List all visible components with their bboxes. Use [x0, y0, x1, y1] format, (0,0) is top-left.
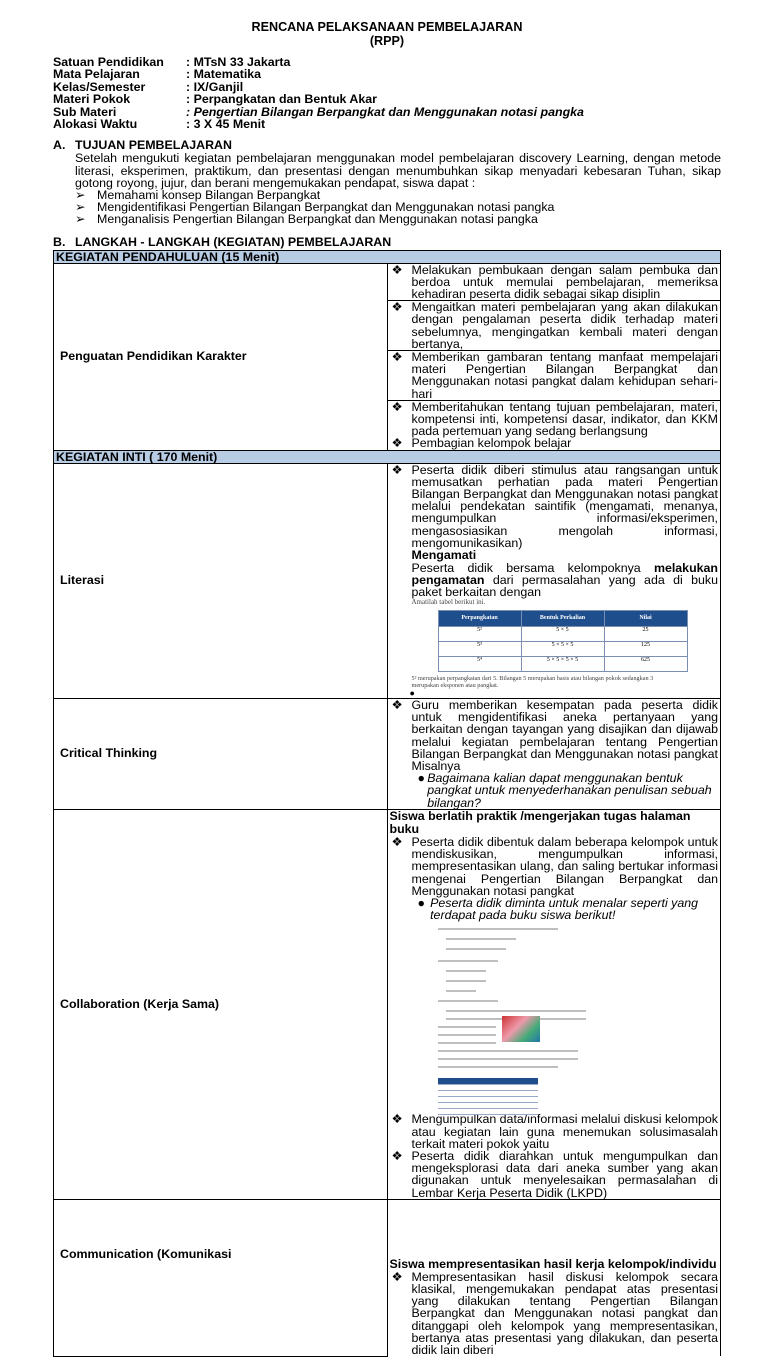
list-item: ❖ Guru memberikan kesempatan pada peserta didik untuk mengidentifikasi aneka pertanyaan yang berkaitan dengan tayangan yang disajikan dan dijawab melalui kegiatan pembelajaran tentang Pengertian Bilangan Berpangkat dan Menggunakan notasi pangkat Misalnya — [391, 698, 718, 774]
label-collaboration: Collaboration (Kerja Sama) — [54, 809, 388, 1199]
figure-note: 5² merupakan perpangkatan dari 5. Bilangan 5 merupakan basis atau bilangan pokok sedangkan 3 merupakan eksponen atau pangkat. — [411, 675, 654, 690]
objective-list — [75, 189, 721, 226]
label-communication: Communication (Komunikasi — [54, 1199, 388, 1356]
dot-bullet-icon: ● — [417, 895, 425, 910]
list-item: ❖ Mengaitkan materi pembelajaran yang akan dilakukan dengan pengalaman peserta didik terhadap materi sebelumnya, mengingatkan kembali materi dengan bertanya, — [391, 300, 718, 351]
diamond-bullet-icon: ❖ — [391, 1148, 403, 1163]
list-item: ❖ Memberitahukan tentang tujuan pembelajaran, materi, kompetensi inti, kompetensi dasar, indikator, dan KKM pada pertemuan yang sedang berlangsung — [391, 399, 718, 439]
diamond-bullet-icon: ❖ — [391, 262, 403, 277]
diamond-bullet-icon: ❖ — [391, 834, 403, 849]
table-row: 5⁴ 5 × 5 × 5 × 5 625 — [438, 657, 687, 672]
identity-key: Kelas/Semester — [53, 79, 146, 94]
identity-value: : IX/Ganjil — [186, 79, 244, 94]
identity-key: Satuan Pendidikan — [53, 55, 164, 69]
list-item: ● Peserta didik diminta untuk menalar seperti yang terdapat pada buku siswa berikut! — [412, 897, 719, 921]
identity-value: : Matematika — [186, 67, 262, 82]
list-item: ❖ Mengumpulkan data/informasi melalui diskusi kelompok atau kegiatan lain guna menemukan solusimasalah terkait materi pokok yaitu — [391, 1112, 718, 1151]
objective-item: ➢ Menganalisis Pengertian Bilangan Berpangkat dan Menggunakan notasi pangka — [75, 212, 538, 227]
doc-title-line2: (RPP) — [369, 34, 405, 48]
diamond-bullet-icon: ❖ — [391, 350, 403, 365]
diamond-bullet-icon: ❖ — [391, 436, 403, 451]
identity-row — [53, 118, 721, 130]
identity-row — [53, 81, 721, 93]
label-literasi: Literasi — [54, 463, 388, 698]
doc-title-line1: RENCANA PELAKSANAAN PEMBELAJARAN — [251, 20, 523, 34]
section-a-heading: A. TUJUAN PEMBELAJARAN — [53, 138, 232, 153]
arrow-bullet-icon: ➢ — [75, 212, 86, 227]
arrow-bullet-icon: ➢ — [75, 200, 86, 215]
diamond-bullet-icon: ❖ — [391, 1112, 403, 1127]
band-inti: KEGIATAN INTI ( 170 Menit) — [54, 450, 721, 463]
section-a-title: TUJUAN PEMBELAJARAN — [75, 138, 232, 153]
communication-heading: Siswa mempresentasikan hasil kerja kelompok/individu — [389, 1256, 717, 1271]
workbook-page-image — [432, 924, 582, 1110]
identity-value: : Perpangkatan dan Bentuk Akar — [186, 92, 377, 107]
identity-row — [53, 68, 721, 80]
list-item: ❖ Peserta didik diarahkan untuk mengumpulkan dan mengeksplorasi data dari aneka sumber yang akan digunakan untuk menyelesaikan permasalahan di Lembar Kerja Peserta Didik (LKPD) — [391, 1148, 718, 1200]
identity-key: Sub Materi — [53, 104, 117, 119]
objective-item: ➢ Mengidentifikasi Pengertian Bilangan Berpangkat dan Menggunakan notasi pangka — [75, 200, 555, 215]
objective-item: ➢ Memahami konsep Bilangan Berpangkat — [75, 187, 321, 202]
literasi-cell — [387, 463, 721, 698]
mengamati-text: Peserta didik bersama kelompoknya melakukan pengamatan dari permasalahan yang ada di buku paket berkaitan dengan — [411, 561, 718, 600]
communication-cell — [387, 1199, 721, 1356]
list-item: ❖ Peserta didik dibentuk dalam beberapa kelompok untuk mendiskusikan, mengumpulkan informasi, mempresentasikan ulang, dan saling bertukar informasi mengenai Pengertian Bilangan Berpangkat dan Menggunakan notasi pangkat — [391, 834, 718, 898]
collaboration-cell — [387, 809, 721, 1199]
list-item: ❖ Melakukan pembukaan dengan salam pembuka dan berdoa untuk memulai pembelajaran, memeriksa kehadiran peserta didik sebagai sikap disiplin — [391, 262, 718, 301]
band-pendahuluan: KEGIATAN PENDAHULUAN (15 Menit) — [54, 250, 721, 263]
section-b-title: LANGKAH - LANGKAH (KEGIATAN) PEMBELAJARAN — [75, 234, 392, 249]
diamond-bullet-icon: ❖ — [391, 300, 403, 315]
dot-bullet-icon: ● — [409, 688, 415, 699]
section-b-heading: B. LANGKAH - LANGKAH (KEGIATAN) PEMBELAJARAN — [53, 234, 392, 249]
identity-row — [53, 93, 721, 105]
critical-thinking-cell — [387, 699, 721, 810]
identity-value: : MTsN 33 Jakarta — [186, 55, 291, 69]
activity-table — [53, 250, 721, 1357]
identity-value: : Pengertian Bilangan Berpangkat dan Menggunakan notasi pangka — [186, 104, 584, 119]
power-table: Perpangkatan Bentuk Perkalian Nilai 5² 5 × 5 25 5³ 5 × 5 × 5 125 5⁴ 5 × 5 × 5 × 5 625 — [438, 610, 688, 672]
table-row: 5² 5 × 5 25 — [438, 627, 687, 642]
list-item: ● Bagaimana kalian dapat menggunakan bentuk pangkat untuk menyederhanakan penulisan sebuah bilangan? — [412, 772, 719, 809]
identity-row — [53, 56, 721, 68]
ppk-cell — [387, 263, 721, 450]
label-ppk: Penguatan Pendidikan Karakter — [54, 263, 388, 450]
doc-title — [53, 20, 721, 48]
diamond-bullet-icon: ❖ — [391, 462, 403, 477]
mengamati-title: Mengamati — [411, 548, 477, 563]
diamond-bullet-icon: ❖ — [391, 399, 403, 414]
textbook-figure — [409, 597, 719, 699]
identity-row — [53, 106, 721, 118]
identity-key: Materi Pokok — [53, 92, 131, 107]
diamond-bullet-icon: ❖ — [391, 698, 403, 713]
collaboration-heading: Siswa berlatih praktik /mengerjakan tugas halaman buku — [389, 808, 691, 836]
arrow-bullet-icon: ➢ — [75, 187, 86, 202]
identity-value: : 3 X 45 Menit — [186, 116, 266, 131]
dot-bullet-icon: ● — [417, 771, 425, 786]
diamond-bullet-icon: ❖ — [391, 1269, 403, 1284]
list-item: ❖ Mempresentasikan hasil diskusi kelompok secara klasikal, mengemukakan pendapat atas presentasi yang dilakukan tentang Pengertian Bilangan Berpangkat dan Menggunakan notasi pangkat dan ditanggapi oleh kelompok yang mempresentasikan, bertanya atas presentasi yang dilakukan, dan peserta didik lain diberi — [391, 1269, 718, 1357]
list-item: ❖ Peserta didik diberi stimulus atau rangsangan untuk memusatkan perhatian pada materi Pengertian Bilangan Berpangkat dan Menggunakan notasi pangkat melalui pendekatan saintifik (mengamati, menanya, mengumpulkan informasi/eksperimen, mengasosiasikan mengolah informasi, mengomunikasikan) — [391, 462, 718, 550]
figure-caption: Amatilah tabel berikut ini. — [411, 597, 486, 606]
identity-key: Alokasi Waktu — [53, 116, 138, 131]
list-item: ❖ Pembagian kelompok belajar — [391, 436, 572, 451]
identity-block — [53, 56, 721, 130]
list-item: ❖ Memberikan gambaran tentang manfaat mempelajari materi Pengertian Bilangan Berpangkat dan Menggunakan notasi pangkat dalam kehidupan sehari-hari — [391, 350, 718, 401]
label-critical-thinking: Critical Thinking — [54, 699, 388, 810]
identity-key: Mata Pelajaran — [53, 67, 140, 82]
section-a-paragraph: Setelah mengukuti kegiatan pembelajaran menggunakan model pembelajaran discovery Learning, dengan metode literasi, eksperimen, praktikum, dan presentasi dengan menumbuhkan sikap menyadari kebesaran Tuhan, sikap gotong royong, jujur, dan berani mengemukakan pendapat, siswa dapat : — [75, 151, 721, 190]
table-row: 5³ 5 × 5 × 5 125 — [438, 642, 687, 657]
rpp-page — [53, 20, 721, 1357]
